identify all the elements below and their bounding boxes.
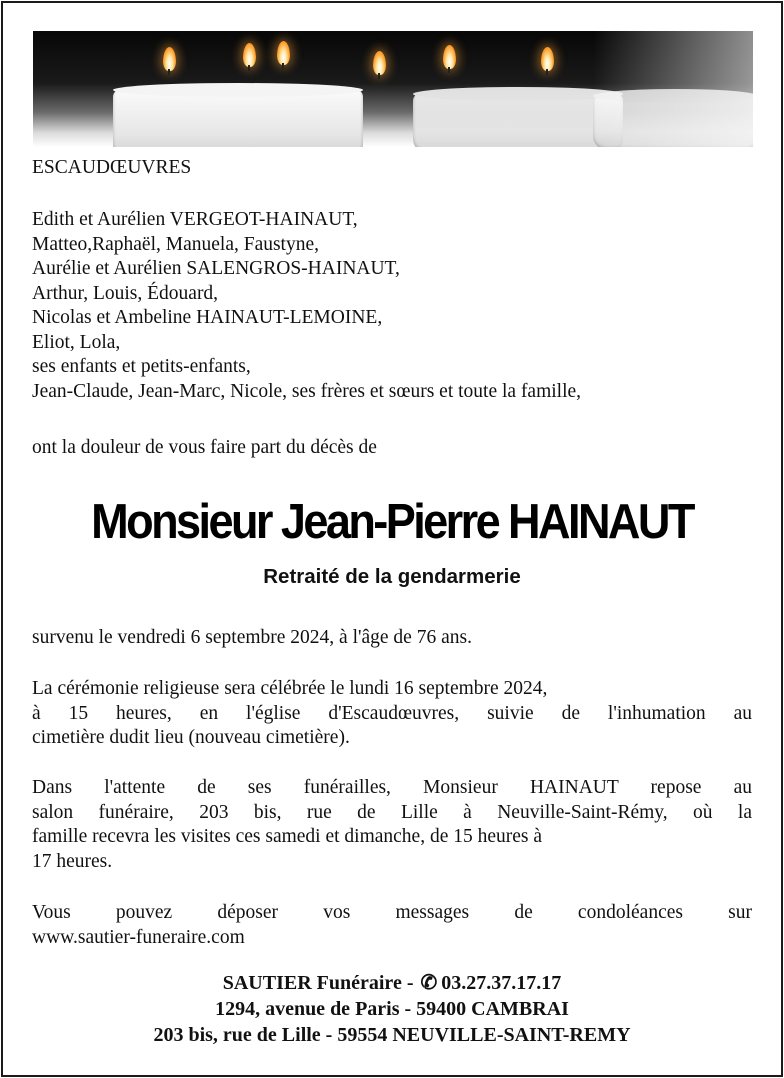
location-heading: ESCAUDŒUVRES <box>32 157 192 178</box>
condolences-paragraph <box>32 901 752 950</box>
ceremony-paragraph <box>32 677 752 751</box>
family-list <box>32 208 752 404</box>
visitation-line: salon funéraire, 203 bis, rue de Lille à Neuville-Saint-Rémy, où la <box>32 801 752 823</box>
phone-icon: ✆ <box>420 972 438 994</box>
announcement-text: ont la douleur de vous faire part du décès de <box>32 437 377 458</box>
funeral-home-phone: 03.27.37.17.17 <box>441 972 562 994</box>
candles-banner-image <box>33 31 753 147</box>
family-line: Arthur, Louis, Édouard, <box>32 282 219 304</box>
funeral-home-block <box>0 970 784 1048</box>
funeral-home-contact <box>0 970 784 996</box>
candle-icon <box>113 89 363 147</box>
family-line: Matteo,Raphaël, Manuela, Faustyne, <box>32 233 320 255</box>
family-line: Nicolas et Ambeline HAINAUT-LEMOINE, <box>32 307 383 328</box>
deceased-title: Retraité de la gendarmerie <box>263 565 521 588</box>
flame-icon <box>277 41 290 65</box>
flame-icon <box>243 43 256 67</box>
candle-icon <box>413 93 623 147</box>
family-line: Aurélie et Aurélien SALENGROS-HAINAUT, <box>32 258 400 279</box>
deceased-name: Monsieur Jean-Pierre HAINAUT <box>91 495 693 549</box>
family-line: Edith et Aurélien VERGEOT-HAINAUT, <box>32 209 358 230</box>
flame-icon <box>443 45 456 69</box>
condolences-line: Vous pouvez déposer vos messages de condoléances sur <box>32 902 752 923</box>
funeral-home-address-cambrai: 1294, avenue de Paris - 59400 CAMBRAI <box>215 998 569 1020</box>
family-line: Eliot, Lola, <box>32 331 121 353</box>
condolences-website: www.sautier-funeraire.com <box>32 926 245 948</box>
flame-icon <box>541 47 554 71</box>
funeral-home-name: SAUTIER Funéraire - <box>222 972 414 994</box>
ceremony-line: La cérémonie religieuse sera célébrée le lundi 16 septembre 2024, <box>32 678 548 699</box>
flame-icon <box>373 51 386 75</box>
flame-icon <box>163 47 176 71</box>
death-info: survenu le vendredi 6 septembre 2024, à l'âge de 76 ans. <box>32 627 472 648</box>
family-line: ses enfants et petits-enfants, <box>32 356 251 377</box>
visitation-line: famille recevra les visites ces samedi et dimanche, de 15 heures à <box>32 826 543 847</box>
family-line: Jean-Claude, Jean-Marc, Nicole, ses frères et sœurs et toute la famille, <box>32 380 582 402</box>
ceremony-line: cimetière dudit lieu (nouveau cimetière). <box>32 727 350 748</box>
visitation-line: Dans l'attente de ses funérailles, Monsieur HAINAUT repose au <box>32 777 752 798</box>
visitation-line: 17 heures. <box>32 850 113 872</box>
ceremony-line: à 15 heures, en l'église d'Escaudœuvres, suivie de l'inhumation au <box>32 702 752 724</box>
funeral-home-address-neuville: 203 bis, rue de Lille - 59554 NEUVILLE-SAINT-REMY <box>153 1024 631 1046</box>
visitation-paragraph <box>32 776 752 874</box>
